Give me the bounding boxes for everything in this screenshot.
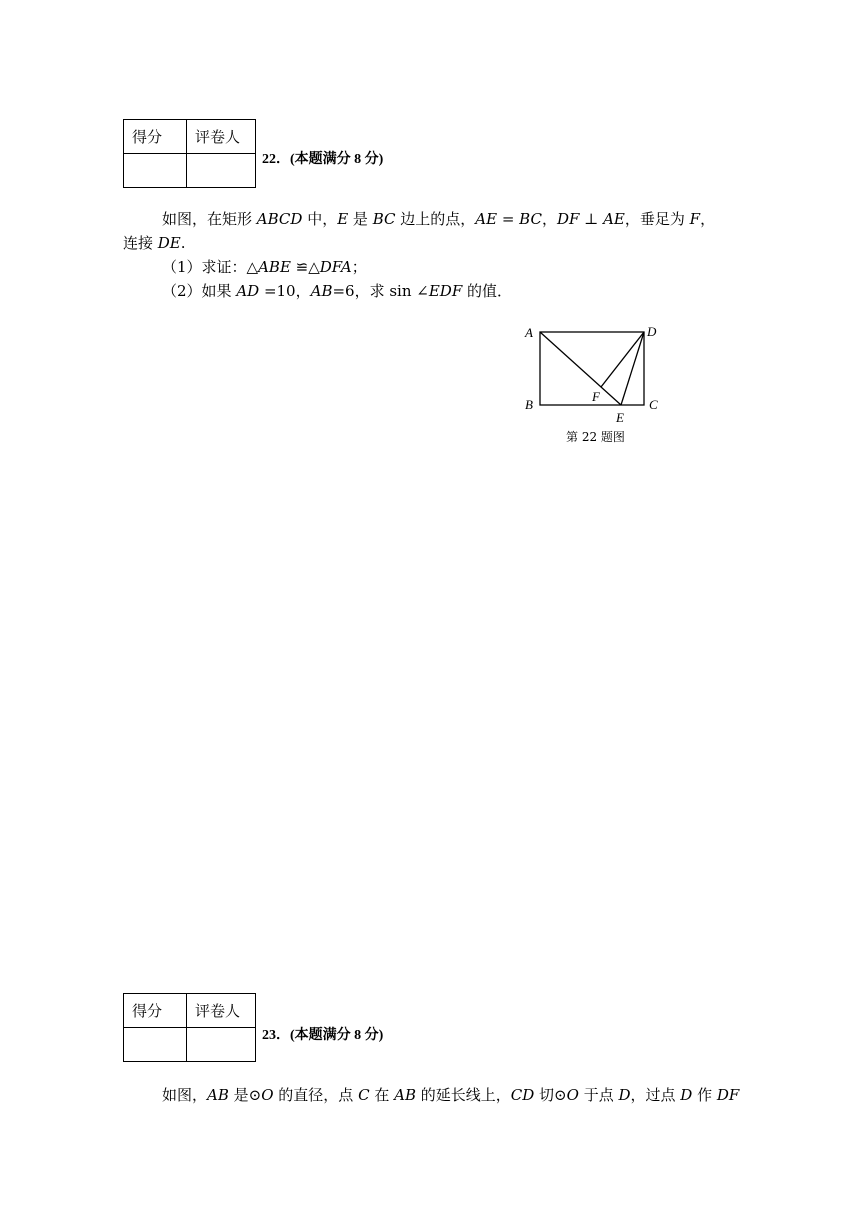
segment-ae	[540, 332, 621, 405]
segment-df	[601, 332, 644, 387]
grader-cell	[187, 154, 256, 188]
q22-part1: （1）求证：△ABE ≌△DFA；	[162, 258, 367, 276]
label-f: F	[592, 389, 600, 404]
q23-intro: 如图，AB 是⊙O 的直径，点 C 在 AB 的延长线上，CD 切⊙O 于点 D，过点 D 作 DF	[162, 1086, 740, 1104]
grader-header: 评卷人	[187, 994, 256, 1028]
q22-figure	[515, 320, 675, 430]
score-cell	[124, 154, 187, 188]
q22-part2: （2）如果 AD =10，AB=6，求 sin ∠EDF 的值．	[162, 282, 513, 300]
q22-intro-cont: 连接 DE.	[123, 234, 186, 252]
label-a: A	[525, 325, 533, 340]
q23-title: 23．(本题满分 8 分)	[262, 1028, 384, 1043]
q22-figure-caption: 第 22 题图	[566, 430, 625, 444]
label-b: B	[525, 397, 533, 412]
q22-intro: 如图，在矩形 ABCD 中，E 是 BC 边上的点，AE = BC，DF ⊥ AE，垂足为 F，	[162, 210, 716, 228]
label-e: E	[616, 410, 624, 425]
score-header: 得分	[124, 994, 187, 1028]
label-c: C	[649, 397, 658, 412]
score-cell	[124, 1028, 187, 1062]
grader-cell	[187, 1028, 256, 1062]
q23-score-table	[123, 993, 256, 1062]
segment-de	[621, 332, 644, 405]
grader-header: 评卷人	[187, 120, 256, 154]
q22-title: 22．(本题满分 8 分)	[262, 152, 384, 167]
q22-score-table	[123, 119, 256, 188]
label-d: D	[647, 324, 657, 339]
score-header: 得分	[124, 120, 187, 154]
